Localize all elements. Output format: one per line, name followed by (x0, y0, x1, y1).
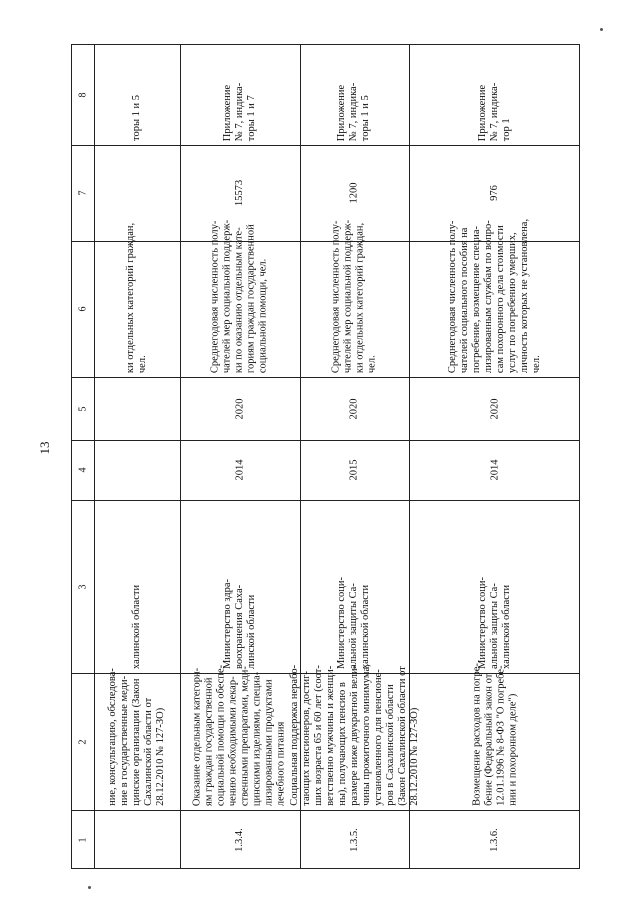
column-header-5-text (77, 406, 89, 411)
row-3-end-year-text (489, 398, 501, 419)
text-line: № 7, индика- (233, 82, 245, 142)
column-header-2-text (77, 739, 89, 744)
row-2-number (303, 814, 406, 866)
row-1-end-year (183, 381, 297, 436)
text-line: № 7, индика- (348, 82, 360, 142)
row-3-name (412, 663, 578, 806)
row-3-value-text (489, 185, 501, 201)
row-2-end-year-text (349, 398, 361, 419)
text-line: альной защиты Са- (488, 583, 500, 670)
row-1-start-year (183, 444, 297, 496)
text-line: гориям граждан государственной (246, 224, 258, 374)
text-line: Возмещение расходов на погре- (470, 663, 482, 806)
text-line: Приложение (476, 84, 488, 142)
row-divider (72, 377, 579, 378)
text-line: ших возраста 65 и 60 лет (соот- (312, 665, 324, 806)
text-line: 1.3.5. (348, 828, 360, 852)
row-1-appendix-text (222, 83, 258, 141)
text-line: халинской области (500, 584, 512, 670)
row-1-appendix (183, 49, 297, 141)
row-divider (72, 810, 579, 811)
row-1-name-text (192, 665, 288, 806)
row-1-start-year-text (234, 460, 246, 481)
text-line: 15573 (234, 179, 245, 207)
row-2-start-year-text (349, 460, 361, 481)
page-number: 13 (37, 441, 52, 455)
text-line: установленного для пенсионе- (372, 669, 384, 806)
row-2-start-year (303, 444, 406, 496)
row-0-indicator (97, 222, 177, 374)
text-line: 2014 (234, 459, 245, 481)
row-3-end-year (412, 381, 578, 436)
row-3-number (412, 814, 578, 866)
row-2-executor (303, 504, 406, 669)
column-divider (180, 45, 181, 868)
row-1-name (183, 664, 297, 807)
text-line: ям граждан государственной (204, 677, 215, 807)
text-line: размере ниже двукратной вели- (348, 664, 360, 806)
text-line: торы 1 и 5 (131, 95, 142, 141)
text-line: ние в государственные меди- (119, 675, 131, 806)
text-line: Социальная поддержка нерабо- (288, 664, 300, 806)
text-line: Среднегодовая численность полу- (210, 220, 222, 374)
row-3-name-text (471, 663, 519, 806)
column-header-7 (72, 145, 94, 241)
text-line: ственными препаратами, меди- (240, 666, 251, 807)
column-header-8 (72, 45, 94, 145)
text-line: цинскими изделиями, специа- (252, 671, 263, 807)
row-divider (72, 145, 579, 146)
text-line: ки отдельных категорий граждан, (125, 222, 137, 374)
text-line: 28.12.2010 № 127-ЗО) (408, 707, 420, 806)
row-1-value-text (234, 180, 246, 206)
text-line: Сахалинской области от (143, 697, 155, 806)
text-line: нии и похоронном деле") (506, 693, 518, 806)
column-header-5 (72, 377, 94, 440)
row-2-indicator-text (331, 220, 379, 373)
scan-speck (600, 28, 603, 31)
text-line: 3 (77, 584, 88, 589)
text-line: халинской области (360, 584, 372, 670)
row-0-name (97, 668, 177, 806)
text-line: 976 (489, 185, 500, 201)
text-line: Приложение (221, 84, 233, 142)
row-2-number-text (349, 828, 361, 852)
text-line: торы 1 и 7 (245, 95, 257, 142)
row-1-executor (183, 504, 297, 669)
row-2-executor-text (336, 577, 372, 669)
text-line: чел. (366, 355, 378, 374)
row-3-indicator-text (447, 219, 543, 373)
text-line: ны), получающих пенсию в (336, 682, 348, 806)
text-line: услуг по погребению умерших, (507, 232, 518, 374)
row-1-number-text (234, 828, 246, 852)
text-line: 8 (77, 92, 88, 98)
column-header-1 (72, 810, 94, 870)
row-0-name-text (107, 668, 167, 806)
column-header-1-text (77, 838, 89, 843)
text-line: сам похоронного дела стоимости (495, 225, 506, 374)
row-1-end-year-text (234, 398, 246, 419)
row-divider (72, 500, 579, 501)
text-line: ветственно мужчины и женщи- (324, 665, 336, 806)
column-header-3 (72, 500, 94, 673)
text-line: 1200 (348, 182, 360, 204)
text-line: 6 (77, 306, 88, 312)
text-line: альной защиты Са- (348, 583, 360, 670)
text-line: Министерство соци- (476, 576, 488, 670)
row-3-appendix (412, 49, 578, 141)
row-2-appendix (303, 49, 406, 141)
row-3-executor (412, 504, 578, 669)
text-line: чателей мер социальной поддерж- (222, 219, 234, 374)
text-line: 1 (77, 837, 88, 843)
text-line: чел. (137, 355, 149, 374)
row-0-indicator-text (125, 223, 149, 373)
text-line: социальной помощи, чел. (258, 258, 270, 374)
text-line: 28.12.2010 № 127-ЗО) (155, 707, 167, 806)
text-line: ров в Сахалинской области (384, 684, 396, 806)
text-line: 2015 (348, 459, 360, 481)
text-line: 7 (77, 190, 88, 196)
row-3-start-year (412, 444, 578, 496)
row-2-appendix-text (336, 83, 372, 141)
column-header-6-text (77, 307, 89, 312)
row-2-value-text (349, 183, 361, 204)
text-line: 5 (77, 406, 88, 411)
text-line: Министерство здра- (221, 578, 233, 670)
text-line: чению необходимыми лекар- (228, 676, 239, 807)
text-line: Приложение (336, 84, 348, 142)
row-1-executor-text (222, 579, 258, 669)
text-line: воохранения Саха- (233, 584, 245, 670)
row-divider (72, 440, 579, 441)
row-3-number-text (489, 828, 501, 852)
row-1-indicator-text (210, 220, 270, 373)
text-line: 2014 (489, 459, 500, 481)
row-3-executor-text (477, 577, 513, 669)
text-line: Среднегодовая численность полу- (447, 220, 458, 374)
text-line: ние, консультацию, обследова- (107, 668, 119, 806)
text-line: чателей социального пособия на (459, 227, 470, 374)
text-line: тающих пенсионеров, достиг- (300, 671, 312, 806)
text-line: линской области (245, 594, 257, 670)
text-line: социальной помощи по обеспе- (216, 664, 227, 807)
text-line: халинской области (131, 584, 143, 670)
column-header-6 (72, 241, 94, 377)
column-header-4 (72, 440, 94, 500)
text-line: ки по оказанию отдельным кате- (234, 227, 246, 374)
column-header-7-text (77, 191, 89, 196)
text-line: тор 1 (500, 118, 512, 142)
text-line: чел. (531, 355, 542, 374)
row-2-indicator (303, 219, 406, 374)
row-0-executor-text (131, 585, 143, 669)
column-divider (94, 45, 95, 868)
text-line: 2020 (234, 398, 245, 419)
text-line: 12.01.1996 № 8-ФЗ "О погребе- (494, 665, 506, 806)
text-line: (Закон Сахалинской области от (396, 666, 408, 806)
text-line: торы 1 и 5 (360, 95, 372, 142)
text-line: 4 (77, 467, 88, 473)
row-3-appendix-text (477, 83, 513, 141)
text-line: 1.3.6. (489, 828, 500, 852)
text-line: погребение, возмещение специа- (471, 225, 482, 374)
row-0-appendix-text (131, 95, 143, 141)
row-0-executor (97, 504, 177, 669)
row-3-start-year-text (489, 460, 501, 481)
row-0-appendix (97, 49, 177, 141)
text-line: Среднегодовая численность полу- (330, 220, 342, 374)
column-header-4-text (77, 468, 89, 473)
text-line: Оказание отдельным категори- (192, 667, 203, 807)
text-line: бение (Федеральный закон от (482, 673, 494, 806)
text-line: чины прожиточного минимума, (360, 664, 372, 806)
text-line: лечебного питания (276, 721, 287, 807)
text-line: личность которых не установлена, (519, 218, 530, 374)
row-3-indicator (412, 218, 578, 374)
text-line: Министерство соци- (336, 576, 348, 670)
text-line: 2020 (348, 398, 360, 419)
text-line: лизированным службам по вопро- (483, 220, 494, 374)
text-line: 2020 (489, 398, 500, 419)
text-line: 1.3.4. (234, 828, 245, 852)
scan-speck (88, 886, 91, 889)
text-line: ки отдельных категорий граждан, (354, 222, 366, 374)
text-line: цинские организации (Закон (131, 678, 143, 806)
column-header-2 (72, 673, 94, 810)
column-header-8-text (77, 93, 89, 98)
row-1-number (183, 814, 297, 866)
row-2-name (288, 664, 420, 806)
column-header-3-text (77, 584, 89, 589)
text-line: лизированными продуктами (264, 679, 275, 807)
row-2-name-text (289, 664, 421, 806)
measures-table (71, 44, 580, 869)
text-line: № 7, индика- (488, 82, 500, 142)
row-1-indicator (183, 219, 297, 374)
text-line: чателей мер социальной поддерж- (342, 219, 354, 374)
text-line: 2 (77, 739, 88, 744)
row-2-end-year (303, 381, 406, 436)
